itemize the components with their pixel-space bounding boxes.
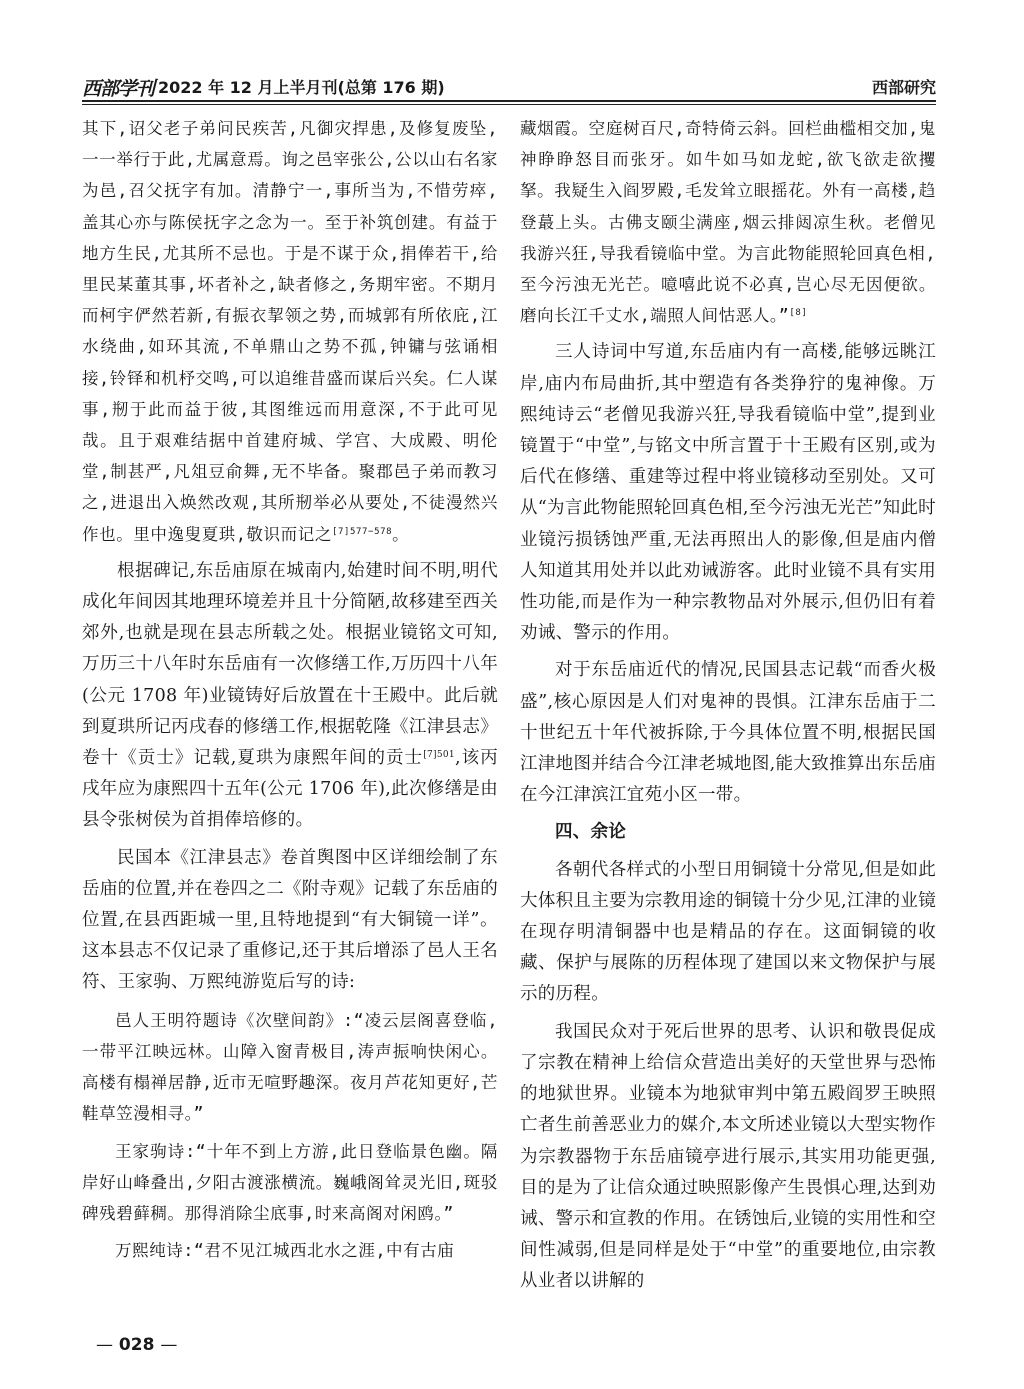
inscription-end: 。 <box>392 524 410 544</box>
paragraph-county-record: 民国本《江津县志》卷首舆图中区详细绘制了东岳庙的位置,并在卷四之二《附寺观》记载了东岳庙的位置,在县西距城一里,且特地提到“有大铜镜一详”。这本县志不仅记录了重修记,还于其后增添了邑人王名符、王家驹、万熙纯游览后写的诗: <box>82 847 498 993</box>
paragraph-conclusion-2: 我国民众对于死后世界的思考、认识和敬畏促成了宗教在精神上给信众营造出美好的天堂世界与恐怖的地狱世界。业镜本为地狱审判中第五殿阎罗王映照亡者生前善恶业力的媒介,本文所述业镜以大型实物作为宗教器物于东岳庙镜亭进行展示,其实用功能更强,目的是为了让信众通过映照影像产生畏惧心理,达到劝诫、警示和宣教的作用。在锈蚀后,业镜的实用性和空间性减弱,但是同样是处于“中堂”的重要地位,由宗教从业者以讲解的 <box>520 1021 936 1292</box>
poem-wang-mingfu: 邑人王明符题诗《次壁间韵》:“凌云层阁喜登临,一带平江映远林。山障入窗青极目,涛声振响快闲心。高楼有榻禅居静,近市无喧野趣深。夜月芦花知更好,芒鞋草笠漫相寻。” <box>82 1010 498 1124</box>
citation-ref: [7]501 <box>423 750 455 761</box>
paragraph-analysis: 三人诗词中写道,东岳庙内有一高楼,能够远眺江岸,庙内布局曲折,其中塑造有各类狰狞的鬼神像。万熙纯诗云“老僧见我游兴狂,导我看镜临中堂”,提到业镜置于“中堂”,与铭文中所言置于十王殿有区别,或为后代在修缮、重建等过程中将业镜移动至别处。又可从“为言此物能照轮回真色相,至今污浊无光芒”知此时业镜污损锈蚀严重,无法再照出人的影像,但是庙内僧人知道其用处并以此劝诫游客。此时业镜不具有实用性功能,而是作为一种宗教物品对外展示,但仍旧有着劝诫、警示的作用。 <box>520 342 936 644</box>
paragraph-inscription <box>82 113 498 550</box>
right-column <box>520 113 936 1298</box>
citation-ref: [7]577−578 <box>331 526 393 537</box>
section-name: 西部研究 <box>871 78 936 97</box>
citation-ref: [8] <box>789 308 808 319</box>
paragraph-conclusion-1: 各朝代各样式的小型日用铜镜十分常见,但是如此大体积且主要为宗教用途的铜镜十分少见,江津的业镜在现存明清铜器中也是精品的存在。这面铜镜的收藏、保护与展陈的历程体现了建国以来文物保护与展示的历程。 <box>520 859 936 1005</box>
paragraph-history <box>82 556 498 837</box>
header-rule-thin <box>82 104 936 105</box>
left-column <box>82 113 498 1266</box>
header-rule-thick <box>82 100 936 102</box>
page-footer <box>96 1335 177 1355</box>
page-number: 028 <box>118 1335 155 1355</box>
history-end: ,该丙戌年应为康熙四十五年(公元 1706 年),此次修缮是由县令张树侯为首捐俸培修的。 <box>82 748 498 831</box>
issue-info: 2022 年 12 月上半月刊(总第 176 期) <box>158 78 445 97</box>
poem-wang-jiaju: 王家驹诗:“十年不到上方游,此日登临景色幽。隔岸好山峰叠出,夕阳古渡涨横流。巍峨阁耸灵光旧,斑驳碑残碧藓稠。那得消除尘底事,时来高阁对闲鸥。” <box>82 1141 498 1223</box>
history-text: 根据碑记,东岳庙原在城南内,始建时间不明,明代成化年间因其地理环境差并且十分简陋,故移建至西关郊外,也就是现在县志所载之处。根据业镜铭文可知,万历三十八年时东岳庙有一次修缮工作,万历四十八年(公元 1708 年)业镜铸好后放置在十王殿中。此后就到夏珙所记丙戌春的修缮工作,根据乾隆《江津县志》卷十《贡士》记载,夏珙为康熙年间的贡士 <box>82 560 498 769</box>
poem-wan-xichun-continued <box>520 113 936 331</box>
paragraph-modern: 对于东岳庙近代的情况,民国县志记载“而香火极盛”,核心原因是人们对鬼神的畏惧。江津东岳庙于二十世纪五十年代被拆除,于今具体位置不明,根据民国江津地图并结合今江津老城地图,能大致推算出东岳庙在今江津滨江宜苑小区一带。 <box>520 660 936 806</box>
inscription-text: 其下,诏父老子弟问民疾苦,凡御灾捍患,及修复废坠,一一举行于此,尤属意焉。询之邑宰张公,公以山右名家为邑,召父抚字有加。清静宁一,事所当为,不惜劳瘁,盖其心亦与陈侯抚字之念为一。至于补筑创建。有益于地方生民,尤其所不忌也。于是不谋于众,捐俸若干,给里民某董其事,坏者补之,缺者修之,务期牢密。不期月而柯宇俨然若新,有振衣挈领之势,而城郭有所依庇,江水绕曲,如环其流,不单鼎山之势不孤,钟镛与弦诵相接,铃铎和机杼交鸣,可以追维昔盛而谋后兴矣。仁人谋事,剏于此而益于彼,其图维远而用意深,不于此可见哉。且于艰难结据中首建府城、学宫、大成殿、明伦堂,制甚严,凡俎豆俞舞,无不毕备。聚郡邑子弟而教习之,进退出入焕然改观,其所剏举必从要处,不徒漫然兴作也。里中逸叟夏珙,敬识而记之 <box>82 119 498 544</box>
footer-dash-right: — <box>160 1335 178 1355</box>
poem-wan-xichun-start: 万熙纯诗:“君不见江城西北水之涯,中有古庙 <box>115 1241 455 1261</box>
journal-logo: 西部学刊 <box>82 78 155 100</box>
footer-dash-left: — <box>96 1335 113 1355</box>
page-header <box>82 72 936 102</box>
poem-text: 藏烟霞。空庭树百尺,奇特倚云斜。回栏曲槛相交加,鬼神睁睁怒目而张牙。如牛如马如龙蛇,欲飞欲走欲攫拏。我疑生入阎罗殿,毛发耸立眼摇花。外有一高楼,趋登蕞上头。古佛支颐尘满座,烟云排闼凉生秋。老僧见我游兴狂,导我看镜临中堂。为言此物能照轮回真色相,至今污浊无光芒。噫嘻此说不必真,岂心尽无因便欲。磨向长江千丈水,端照人间怙恶人。” <box>520 119 936 326</box>
section-heading: 四、余论 <box>555 822 627 843</box>
